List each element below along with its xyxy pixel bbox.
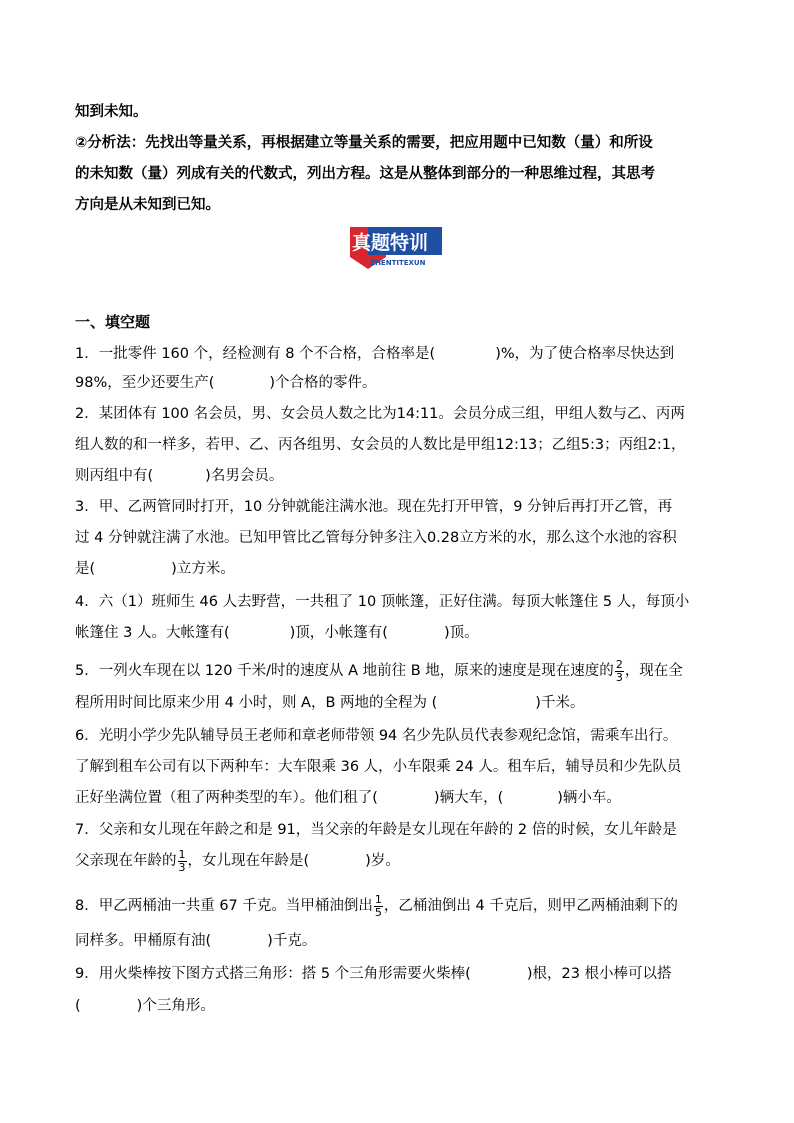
q4-text-d: )顶。 (443, 625, 479, 641)
q5-text-b: ，现在全 (624, 663, 683, 679)
question-1-line-2 (75, 373, 377, 393)
q1-text-a: 1．一批零件 160 个，经检测有 8 个不合格，合格率是( (75, 346, 436, 362)
q6-text-c: 正好坐满位置（租了两种类型的车）。他们租了( (75, 790, 378, 806)
zhenti-texun-logo (346, 225, 446, 271)
question-2-line-3 (75, 466, 283, 486)
question-2-line-1: 2．某团体有 100 名会员，男、女会员人数之比为14:11。会员分成三组，甲组人数与乙、丙两 (75, 406, 685, 422)
q8-text-a: 8．甲乙两桶油一共重 67 千克。当甲桶油倒出 (75, 898, 373, 914)
q9-text-a: 9．用火柴棒按下图方式搭三角形：搭 5 个三角形需要火柴棒( (75, 966, 471, 982)
intro-line-4: 方向是从未知到已知。 (75, 197, 220, 213)
q5-text-c: 程所用时间比原来少用 4 小时，则 A，B 两地的全程为 ( (75, 695, 438, 711)
q8-fraction-denominator: 5 (374, 905, 382, 919)
question-3-line-2: 过 4 分钟就注满了水池。已知甲管比乙管每分钟多注入0.28立方米的水，那么这个水池的容积 (75, 530, 677, 546)
section-heading: 一、填空题 (75, 313, 151, 331)
q8-text-d: )千克。 (267, 933, 317, 949)
q8-text-c: 同样多。甲桶原有油( (75, 933, 212, 949)
q3-text-d: )立方米。 (171, 561, 235, 577)
question-5-line-2 (75, 693, 584, 713)
q1-text-b: )%，为了使合格率尽快达到 (495, 346, 675, 362)
question-8-line-2 (75, 931, 316, 951)
q7-text-b: 父亲现在年龄的 (75, 853, 177, 869)
q5-text-d: )千米。 (535, 695, 585, 711)
q7-text-c: ，女儿现在年龄是( (187, 853, 310, 869)
q1-text-c: 98%，至少还要生产( (75, 375, 215, 391)
question-9-line-1 (75, 964, 672, 984)
q2-text-d: )名男会员。 (205, 468, 284, 484)
logo-subtext: ZHENTITEXUN (370, 259, 426, 267)
q2-text-c: 则丙组中有( (75, 468, 154, 484)
q6-text-d: )辆大车，( (433, 790, 504, 806)
q4-text-b: 帐篷住 3 人。大帐篷有( (75, 625, 230, 641)
q4-text-c: )顶，小帐篷有( (289, 625, 388, 641)
question-7-line-1: 7．父亲和女儿现在年龄之和是 91，当父亲的年龄是女儿现在年龄的 2 倍的时候，女儿年龄是 (75, 822, 677, 838)
q7-fraction (178, 849, 187, 874)
q9-text-c: ( (75, 998, 81, 1014)
question-6-line-3 (75, 788, 621, 808)
question-1-line-1 (75, 344, 674, 364)
question-7-line-2 (75, 846, 400, 876)
q5-fraction-denominator: 3 (615, 670, 623, 684)
q5-fraction-numerator: 2 (615, 657, 623, 671)
question-4-line-2 (75, 623, 479, 643)
q9-text-d: )个三角形。 (136, 998, 215, 1014)
question-5-line-1 (75, 656, 683, 686)
q3-text-c: 是( (75, 561, 96, 577)
question-8-line-1 (75, 891, 678, 921)
q7-text-d: )岁。 (365, 853, 400, 869)
question-9-line-2 (75, 996, 215, 1016)
intro-line-2: ②分析法：先找出等量关系，再根据建立等量关系的需要，把应用题中已知数（量）和所设 (75, 135, 653, 151)
q7-fraction-numerator: 1 (178, 847, 186, 861)
q6-text-e: )辆小车。 (557, 790, 621, 806)
question-6-line-2: 了解到租车公司有以下两种车：大车限乘 36 人，小车限乘 24 人。租车后，辅导员和少先队员 (75, 759, 682, 775)
question-4-line-1: 4．六（1）班师生 46 人去野营，一共租了 10 顶帐篷，正好住满。每顶大帐篷住 5 人，每顶小 (75, 594, 690, 610)
question-3-line-3 (75, 559, 235, 579)
q5-text-a: 5．一列火车现在以 120 千米/时的速度从 A 地前往 B 地，原来的速度是现在速度的 (75, 663, 614, 679)
intro-line-3: 的未知数（量）列成有关的代数式，列出方程。这是从整体到部分的一种思维过程，其思考 (75, 166, 655, 182)
intro-line-1: 知到未知。 (75, 104, 148, 120)
q9-text-b: )根，23 根小棒可以搭 (526, 966, 672, 982)
q5-fraction (615, 659, 624, 684)
question-2-line-2: 组人数的和一样多，若甲、乙、丙各组男、女会员的人数比是甲组12:13；乙组5:3；丙组2:1， (75, 437, 686, 453)
q8-fraction-numerator: 1 (374, 892, 382, 906)
question-6-line-1: 6．光明小学少先队辅导员王老师和章老师带领 94 名少先队员代表参观纪念馆，需乘车出行。 (75, 728, 678, 744)
q8-fraction (374, 894, 383, 919)
q1-text-d: )个合格的零件。 (269, 375, 377, 391)
q7-fraction-denominator: 3 (178, 860, 186, 874)
question-3-line-1: 3．甲、乙两管同时打开，10 分钟就能注满水池。现在先打开甲管，9 分钟后再打开乙管，再 (75, 499, 673, 515)
logo-text: 真题特训 (352, 232, 429, 254)
q8-text-b: ，乙桶油倒出 4 千克后，则甲乙两桶油剩下的 (383, 898, 678, 914)
